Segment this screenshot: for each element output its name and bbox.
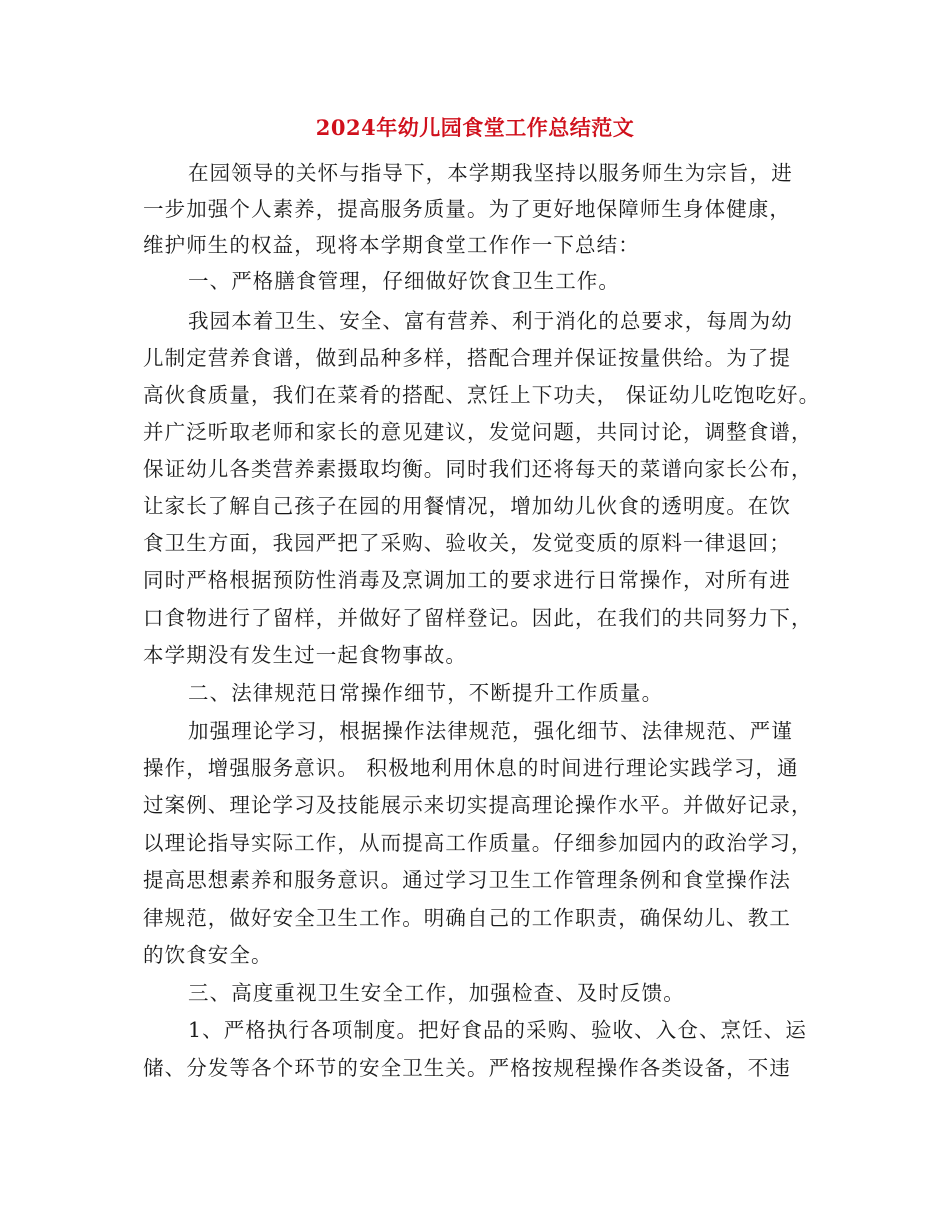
paragraph-line: 一步加强个人素养，提高服务质量。为了更好地保障师生身体健康，	[143, 197, 791, 221]
paragraph-line: 维护师生的权益，现将本学期食堂工作作一下总结：	[143, 233, 640, 257]
paragraph-line: 让家长了解自己孩子在园的用餐情况，增加幼儿伙食的透明度。在饮	[143, 494, 791, 518]
paragraph-line: 提高思想素养和服务意识。通过学习卫生工作管理条例和食堂操作法	[143, 868, 791, 892]
paragraph-line: 保证幼儿各类营养素摄取均衡。同时我们还将每天的菜谱向家长公布，	[143, 457, 813, 481]
section-heading: 二、法律规范日常操作细节，不断提升工作质量。	[188, 681, 664, 705]
paragraph-line: 操作，增强服务意识。 积极地利用休息的时间进行理论实践学习，通	[143, 756, 799, 780]
paragraph-line: 并广泛听取老师和家长的意见建议，发觉问题，共同讨论，调整食谱，	[143, 420, 813, 444]
paragraph-line: 以理论指导实际工作，从而提高工作质量。仔细参加园内的政治学习，	[143, 831, 813, 855]
paragraph-line: 食卫生方面，我园严把了采购、验收关，发觉变质的原料一律退回；	[143, 531, 791, 555]
paragraph-line: 同时严格根据预防性消毒及烹调加工的要求进行日常操作，对所有进	[143, 568, 791, 592]
paragraph-line: 的饮食安全。	[143, 943, 273, 967]
section-heading: 一、严格膳食管理，仔细做好饮食卫生工作。	[188, 269, 620, 293]
paragraph-line: 1、严格执行各项制度。把好食品的采购、验收、入仓、烹饪、运	[188, 1018, 807, 1042]
paragraph-line: 储、分发等各个环节的安全卫生关。严格按规程操作各类设备，不违	[143, 1056, 791, 1080]
paragraph-line: 律规范，做好安全卫生工作。明确自己的工作职责，确保幼儿、教工	[143, 906, 791, 930]
paragraph-line: 儿制定营养食谱，做到品种多样，搭配合理并保证按量供给。为了提	[143, 346, 791, 370]
section-heading: 三、高度重视卫生安全工作，加强检查、及时反馈。	[188, 981, 685, 1005]
paragraph-line: 高伙食质量，我们在菜肴的搭配、烹饪上下功夫， 保证幼儿吃饱吃好。	[143, 383, 821, 407]
paragraph-line: 在园领导的关怀与指导下，本学期我坚持以服务师生为宗旨，进	[188, 161, 793, 185]
document-title: 2024年幼儿园食堂工作总结范文	[315, 115, 635, 140]
paragraph-line: 本学期没有发生过一起食物事故。	[143, 643, 467, 667]
paragraph-line: 口食物进行了留样，并做好了留样登记。因此，在我们的共同努力下，	[143, 606, 813, 630]
paragraph-line: 我园本着卫生、安全、富有营养、利于消化的总要求，每周为幼	[188, 309, 793, 333]
paragraph-line: 加强理论学习，根据操作法律规范，强化细节、法律规范、严谨	[188, 719, 793, 743]
paragraph-line: 过案例、理论学习及技能展示来切实提高理论操作水平。并做好记录，	[143, 793, 813, 817]
